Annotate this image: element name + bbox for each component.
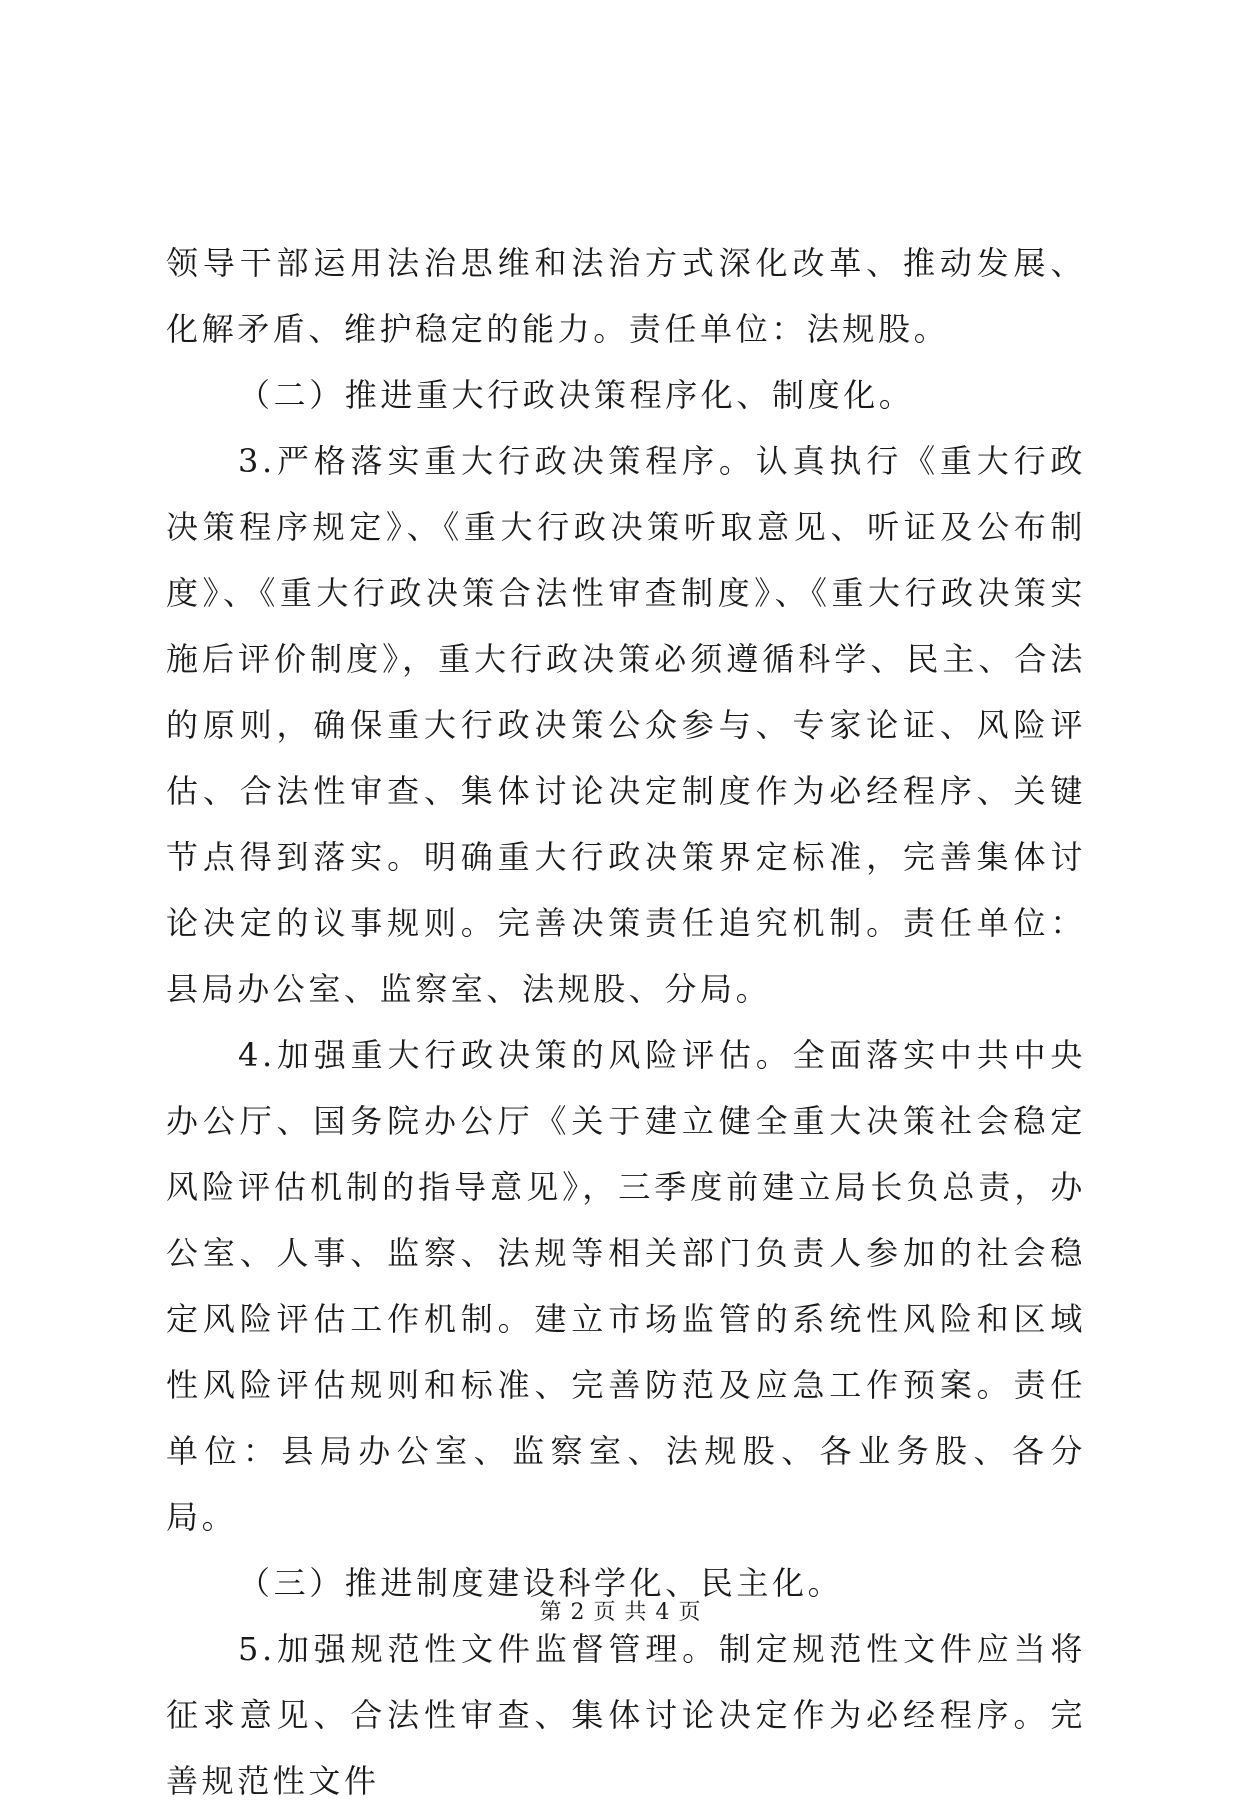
page-number-label: 第 2 页 共 4 页 xyxy=(539,1600,702,1625)
section-heading-3: （三）推进制度建设科学化、民主化。 xyxy=(238,1564,844,1602)
document-body xyxy=(166,230,1086,1814)
page-footer xyxy=(0,1598,1241,1628)
paragraph-item-4: 4.加强重大行政决策的风险评估。全面落实中共中央办公厅、国务院办公厅《关于建立健全重大决策社会稳定风险评估机制的指导意见》，三季度前建立局长负总责，办公室、人事、监察、法规等相关部门负责人参加的社会稳定风险评估工作机制。建立市场监管的系统性风险和区域性风险评估规则和标准、完善防范及应急工作预案。责任单位：县局办公室、监察室、法规股、各业务股、各分局。 xyxy=(166,1036,1086,1536)
paragraph-continuation: 领导干部运用法治思维和法治方式深化改革、推动发展、化解矛盾、维护稳定的能力。责任单位：法规股。 xyxy=(166,244,1086,348)
paragraph-item-5: 5.加强规范性文件监督管理。制定规范性文件应当将征求意见、合法性审查、集体讨论决定作为必经程序。完善规范性文件 xyxy=(166,1630,1086,1800)
section-heading-2: （二）推进重大行政决策程序化、制度化。 xyxy=(238,376,915,414)
paragraph-item-3: 3.严格落实重大行政决策程序。认真执行《重大行政决策程序规定》、《重大行政决策听取意见、听证及公布制度》、《重大行政决策合法性审查制度》、《重大行政决策实施后评价制度》，重大行政决策必须遵循科学、民主、合法的原则，确保重大行政决策公众参与、专家论证、风险评估、合法性审查、集体讨论决定制度作为必经程序、关键节点得到落实。明确重大行政决策界定标准，完善集体讨论决定的议事规则。完善决策责任追究机制。责任单位：县局办公室、监察室、法规股、分局。 xyxy=(166,442,1086,1008)
